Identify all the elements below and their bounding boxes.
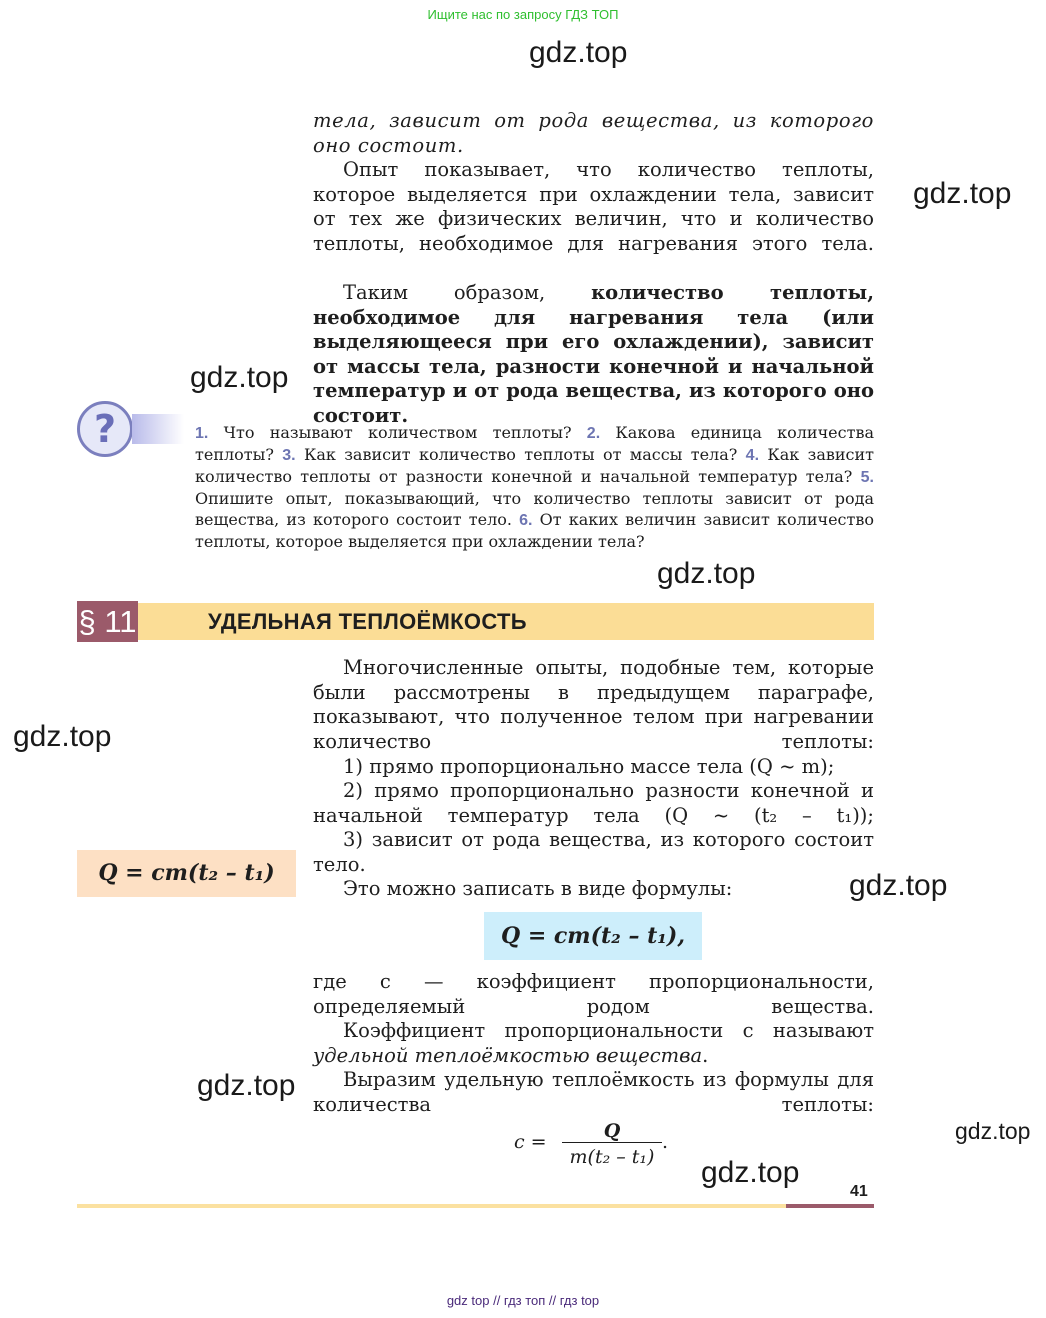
question-mark-icon: ? xyxy=(77,401,133,457)
fraction-period: . xyxy=(662,1131,669,1153)
page-number: 41 xyxy=(850,1183,868,1200)
section-title: УДЕЛЬНАЯ ТЕПЛОЁМКОСТЬ xyxy=(208,609,527,634)
paragraph-bottom-4: Коэффициент пропорциональности c называют удельной теплоёмкостью вещества. xyxy=(313,1019,874,1067)
list-item-3: 3) зависит от рода вещества, из которого состоит тело. xyxy=(313,828,874,876)
fraction-denominator: m(t₂ – t₁) xyxy=(569,1146,655,1168)
paragraph-top-2: Опыт показывает, что количество теплоты, которое выделяется при охлаждении тела, зависит от тех же физических величин, что и количество теплоты, необходимое для нагревания этого тела. xyxy=(313,158,874,255)
section-number: § 11 xyxy=(77,601,138,642)
top-note: Ищите нас по запросу ГДЗ ТОП xyxy=(427,7,619,22)
fraction-numerator: Q xyxy=(603,1120,621,1142)
watermark: gdz.top xyxy=(701,1156,800,1189)
watermark: gdz.top xyxy=(849,869,948,902)
footer-note: gdz top // гдз топ // гдз top xyxy=(446,1293,600,1308)
watermark: gdz.top xyxy=(529,36,628,69)
questions-block: 1. Что называют количеством теплоты? 2. Какова единица количества теплоты? 3. Как зависит количество теплоты от массы тела? 4. Как зависит количество теплоты от разности конечной и начальной температур тела? 5. Опишите опыт, показывающий, что количество теплоты зависит от рода вещества, из которого состоит тело. 6. От каких величин зависит количество теплоты, которое выделяется при охлаждении тела? xyxy=(195,423,875,551)
question-marker-bar xyxy=(132,414,184,444)
formula-main: Q = cm(t₂ – t₁), xyxy=(484,912,702,960)
paragraph-top-3: Таким образом, количество теплоты, необходимое для нагревания тела (или выделяющееся при его охлаждении), зависит от массы тела, разности конечной и начальной температур и от рода вещества, из которого оно состоит. xyxy=(313,281,874,427)
watermark: gdz.top xyxy=(190,361,289,394)
paragraph-top-1: тела, зависит от рода вещества, из которого оно состоит. xyxy=(313,109,874,157)
fraction-lhs: c = xyxy=(514,1131,547,1153)
paragraph-bottom-1: Многочисленные опыты, подобные тем, которые были рассмотрены в предыдущем параграфе, показывают, что полученное телом при нагревании количество теплоты: xyxy=(313,656,874,753)
list-item-2: 2) прямо пропорционально разности конечной и начальной температур тела (Q ~ (t₂ – t₁)); xyxy=(313,779,874,827)
watermark: gdz.top xyxy=(657,557,756,590)
list-item-1: 1) прямо пропорционально массе тела (Q ~ m); xyxy=(343,755,835,778)
watermark: gdz.top xyxy=(955,1118,1031,1144)
bottom-rule xyxy=(77,1204,786,1208)
watermark: gdz.top xyxy=(197,1069,296,1102)
bottom-rule-accent xyxy=(786,1204,874,1208)
paragraph-bottom-5: Выразим удельную теплоёмкость из формулы для количества теплоты: xyxy=(313,1068,874,1116)
paragraph-bottom-3: где c — коэффициент пропорциональности, определяемый родом вещества. xyxy=(313,970,874,1018)
formula-side-note: Q = cm(t₂ – t₁) xyxy=(77,850,296,897)
watermark: gdz.top xyxy=(913,177,1012,210)
fraction-line xyxy=(562,1142,662,1143)
paragraph-bottom-2: Это можно записать в виде формулы: xyxy=(343,877,733,900)
watermark: gdz.top xyxy=(13,720,112,753)
